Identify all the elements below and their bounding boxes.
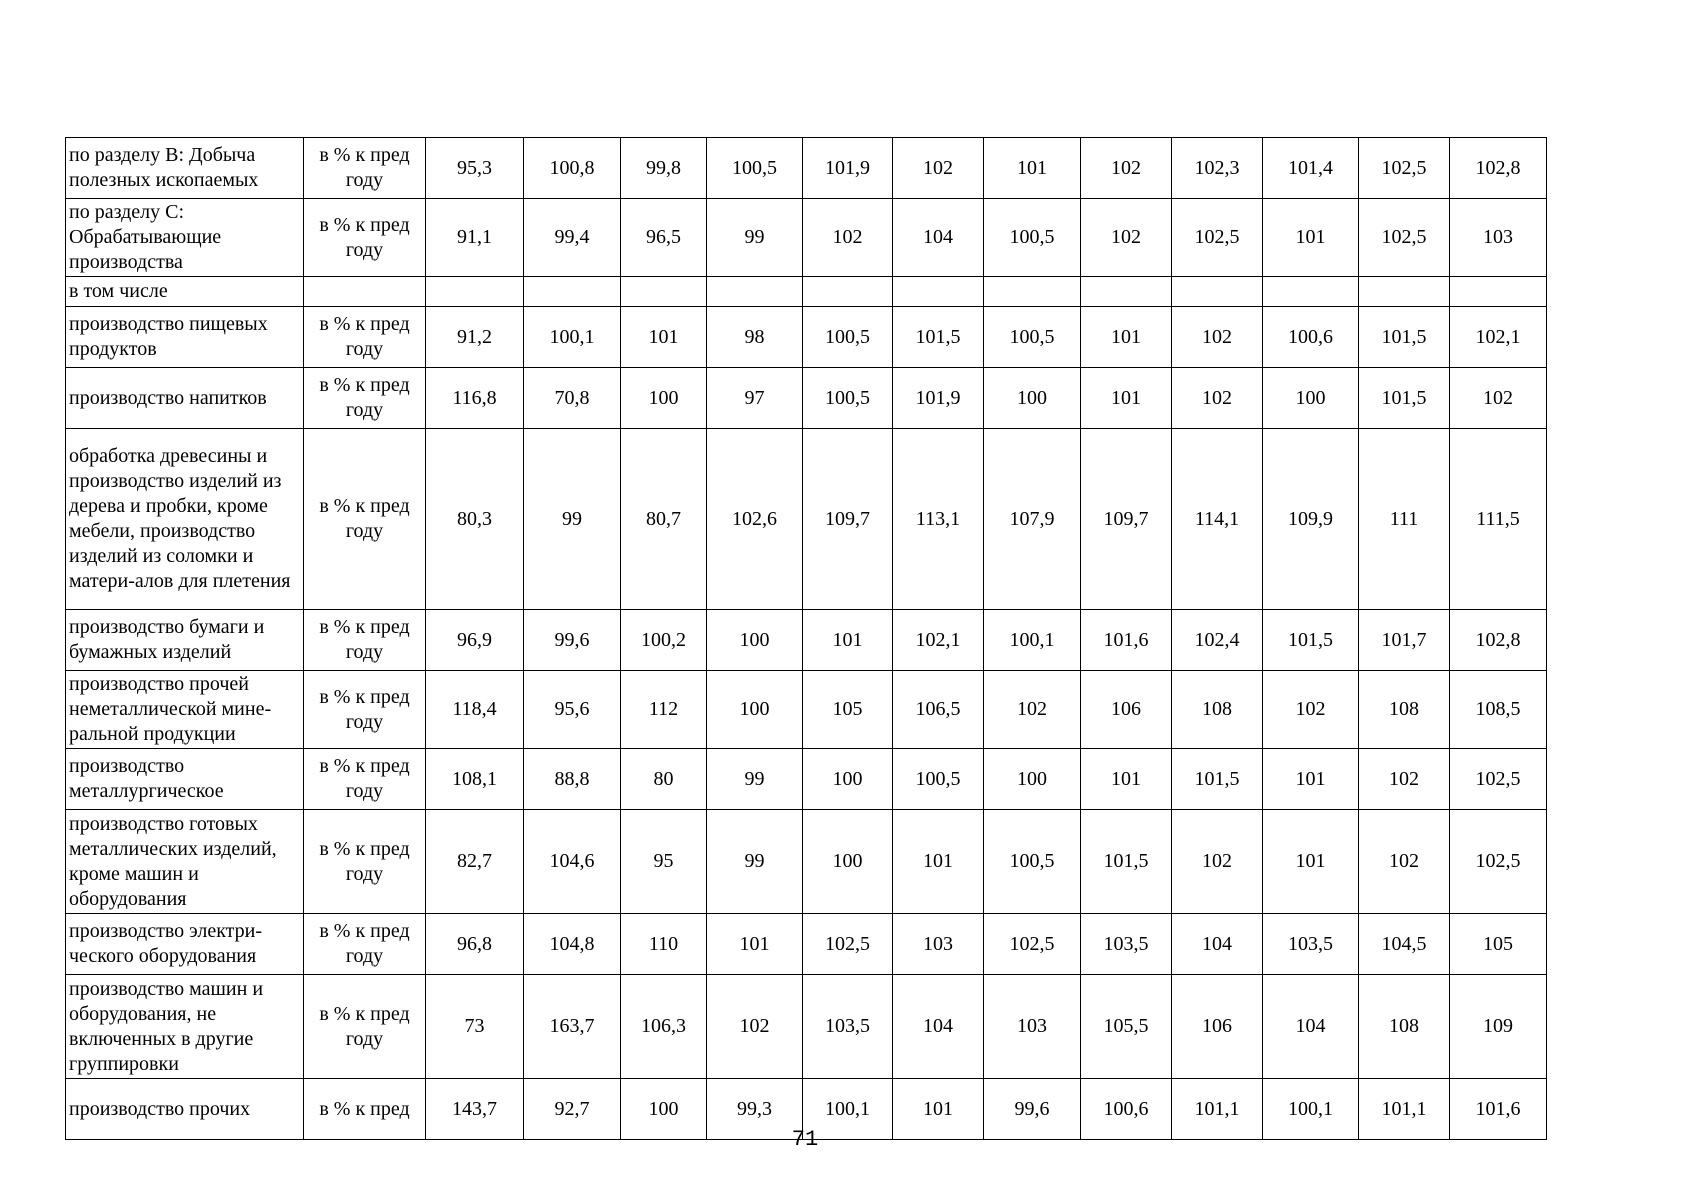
value-cell: 106	[1172, 975, 1263, 1079]
value-cell: 100,1	[803, 1079, 893, 1140]
value-cell: 102,5	[1359, 138, 1450, 199]
value-cell: 102,8	[1450, 138, 1547, 199]
table-row	[66, 749, 1547, 810]
table-row	[66, 810, 1547, 914]
value-cell: 102	[1359, 749, 1450, 810]
value-cell: 118,4	[426, 671, 524, 749]
value-cell: 102,1	[1450, 307, 1547, 368]
value-cell: 111	[1359, 429, 1450, 610]
unit-cell: в % к пред году	[304, 810, 426, 914]
value-cell: 101,6	[1450, 1079, 1547, 1140]
table-row	[66, 277, 1547, 307]
value-cell: 100,6	[1263, 307, 1359, 368]
value-cell: 101	[893, 1079, 984, 1140]
value-cell: 104,6	[524, 810, 621, 914]
value-cell: 102	[803, 199, 893, 277]
indicator-name-cell: обработка древесины и производство изделий из дерева и пробки, кроме мебели, производство изделий из соломки и матери-алов для плетения	[66, 429, 304, 610]
unit-cell: в % к пред году	[304, 671, 426, 749]
value-cell: 98	[707, 307, 803, 368]
value-cell: 100,1	[1263, 1079, 1359, 1140]
value-cell: 101,5	[1359, 368, 1450, 429]
value-cell: 92,7	[524, 1079, 621, 1140]
value-cell: 101,5	[1263, 610, 1359, 671]
value-cell: 104	[893, 199, 984, 277]
value-cell: 102	[1081, 138, 1172, 199]
table-row	[66, 429, 1547, 610]
value-cell	[1450, 277, 1547, 307]
value-cell: 99,4	[524, 199, 621, 277]
value-cell: 100	[803, 749, 893, 810]
value-cell: 105	[803, 671, 893, 749]
value-cell: 100,5	[803, 368, 893, 429]
value-cell: 109,9	[1263, 429, 1359, 610]
value-cell: 105	[1450, 914, 1547, 975]
value-cell: 102,1	[893, 610, 984, 671]
value-cell: 105,5	[1081, 975, 1172, 1079]
table-row	[66, 138, 1547, 199]
indicator-name-cell: производство готовых металлических изделий, кроме машин и оборудования	[66, 810, 304, 914]
value-cell: 99	[707, 199, 803, 277]
value-cell: 102,8	[1450, 610, 1547, 671]
value-cell: 106,5	[893, 671, 984, 749]
value-cell: 100	[984, 368, 1081, 429]
value-cell: 109,7	[803, 429, 893, 610]
value-cell: 80,7	[621, 429, 707, 610]
value-cell: 99	[524, 429, 621, 610]
value-cell: 101,5	[1081, 810, 1172, 914]
indicator-name-cell: в том числе	[66, 277, 304, 307]
value-cell: 102,6	[707, 429, 803, 610]
value-cell: 99,6	[524, 610, 621, 671]
value-cell: 103	[984, 975, 1081, 1079]
value-cell: 101	[1263, 810, 1359, 914]
value-cell	[524, 277, 621, 307]
value-cell: 99,8	[621, 138, 707, 199]
value-cell: 101	[621, 307, 707, 368]
unit-cell: в % к пред году	[304, 610, 426, 671]
value-cell: 101	[1081, 307, 1172, 368]
value-cell: 96,5	[621, 199, 707, 277]
value-cell: 95,3	[426, 138, 524, 199]
value-cell: 101,5	[1172, 749, 1263, 810]
value-cell: 101	[707, 914, 803, 975]
value-cell: 102,3	[1172, 138, 1263, 199]
value-cell: 102,5	[1172, 199, 1263, 277]
unit-cell: в % к пред году	[304, 975, 426, 1079]
value-cell: 73	[426, 975, 524, 1079]
table-row	[66, 307, 1547, 368]
value-cell: 108	[1359, 671, 1450, 749]
indicator-name-cell: производство прочей неметаллической мине-ральной продукции	[66, 671, 304, 749]
value-cell: 100	[707, 610, 803, 671]
value-cell: 112	[621, 671, 707, 749]
table-row	[66, 368, 1547, 429]
value-cell: 101	[1081, 368, 1172, 429]
page-number: 71	[791, 1127, 819, 1152]
unit-cell: в % к пред году	[304, 368, 426, 429]
indicator-name-cell: производство пищевых продуктов	[66, 307, 304, 368]
value-cell: 163,7	[524, 975, 621, 1079]
indicator-name-cell: производство прочих	[66, 1079, 304, 1140]
value-cell: 101,9	[803, 138, 893, 199]
value-cell: 104,8	[524, 914, 621, 975]
value-cell: 102,4	[1172, 610, 1263, 671]
value-cell: 108	[1359, 975, 1450, 1079]
value-cell: 100	[803, 810, 893, 914]
value-cell: 91,2	[426, 307, 524, 368]
value-cell: 91,1	[426, 199, 524, 277]
unit-cell: в % к пред	[304, 1079, 426, 1140]
value-cell: 101,7	[1359, 610, 1450, 671]
unit-cell: в % к пред году	[304, 307, 426, 368]
value-cell: 109,7	[1081, 429, 1172, 610]
value-cell: 100,1	[524, 307, 621, 368]
indicator-name-cell: по разделу В: Добыча полезных ископаемых	[66, 138, 304, 199]
value-cell: 143,7	[426, 1079, 524, 1140]
unit-cell: в % к пред году	[304, 138, 426, 199]
value-cell: 88,8	[524, 749, 621, 810]
value-cell: 103,5	[1263, 914, 1359, 975]
value-cell: 102,5	[984, 914, 1081, 975]
value-cell: 100	[707, 671, 803, 749]
value-cell: 102	[1450, 368, 1547, 429]
value-cell: 96,8	[426, 914, 524, 975]
value-cell: 102,5	[1359, 199, 1450, 277]
value-cell	[893, 277, 984, 307]
value-cell	[1263, 277, 1359, 307]
value-cell: 95	[621, 810, 707, 914]
value-cell: 80	[621, 749, 707, 810]
table-row	[66, 671, 1547, 749]
value-cell: 100	[984, 749, 1081, 810]
value-cell: 110	[621, 914, 707, 975]
value-cell	[1172, 277, 1263, 307]
value-cell: 102	[1359, 810, 1450, 914]
value-cell: 100,5	[803, 307, 893, 368]
value-cell: 108	[1172, 671, 1263, 749]
value-cell: 107,9	[984, 429, 1081, 610]
value-cell: 100,6	[1081, 1079, 1172, 1140]
value-cell: 103,5	[803, 975, 893, 1079]
value-cell: 100,5	[984, 199, 1081, 277]
unit-cell: в % к пред году	[304, 199, 426, 277]
indicator-name-cell: производство машин и оборудования, не включенных в другие группировки	[66, 975, 304, 1079]
value-cell: 104	[1172, 914, 1263, 975]
value-cell: 100,5	[984, 810, 1081, 914]
indicator-name-cell: производство электри-ческого оборудования	[66, 914, 304, 975]
value-cell: 100	[1263, 368, 1359, 429]
indicator-name-cell: производство металлургическое	[66, 749, 304, 810]
value-cell: 101	[1263, 199, 1359, 277]
value-cell: 102,5	[1450, 749, 1547, 810]
value-cell: 100,1	[984, 610, 1081, 671]
value-cell: 101	[984, 138, 1081, 199]
value-cell: 102	[984, 671, 1081, 749]
forecast-index-table	[65, 137, 1547, 1140]
unit-cell	[304, 277, 426, 307]
value-cell	[1359, 277, 1450, 307]
value-cell: 101	[1081, 749, 1172, 810]
value-cell: 96,9	[426, 610, 524, 671]
value-cell: 102,5	[803, 914, 893, 975]
value-cell: 100	[621, 368, 707, 429]
value-cell: 101,4	[1263, 138, 1359, 199]
value-cell: 101,6	[1081, 610, 1172, 671]
value-cell: 104	[1263, 975, 1359, 1079]
value-cell: 102	[1172, 368, 1263, 429]
value-cell: 100	[621, 1079, 707, 1140]
value-cell: 97	[707, 368, 803, 429]
value-cell: 100,5	[893, 749, 984, 810]
value-cell: 102	[1081, 199, 1172, 277]
value-cell	[621, 277, 707, 307]
unit-cell: в % к пред году	[304, 914, 426, 975]
value-cell: 100,5	[707, 138, 803, 199]
value-cell	[984, 277, 1081, 307]
value-cell: 109	[1450, 975, 1547, 1079]
value-cell: 80,3	[426, 429, 524, 610]
value-cell: 102	[1263, 671, 1359, 749]
value-cell: 102,5	[1450, 810, 1547, 914]
value-cell: 101,5	[1359, 307, 1450, 368]
value-cell: 102	[1172, 810, 1263, 914]
indicator-name-cell: по разделу С: Обрабатывающие производства	[66, 199, 304, 277]
value-cell: 103	[1450, 199, 1547, 277]
table-row	[66, 199, 1547, 277]
value-cell: 103	[893, 914, 984, 975]
value-cell: 108,1	[426, 749, 524, 810]
value-cell: 99,3	[707, 1079, 803, 1140]
value-cell: 99	[707, 810, 803, 914]
table-row	[66, 914, 1547, 975]
value-cell: 100,5	[984, 307, 1081, 368]
unit-cell: в % к пред году	[304, 749, 426, 810]
value-cell: 82,7	[426, 810, 524, 914]
value-cell: 100,2	[621, 610, 707, 671]
value-cell: 111,5	[1450, 429, 1547, 610]
table-row	[66, 975, 1547, 1079]
value-cell: 113,1	[893, 429, 984, 610]
value-cell: 108,5	[1450, 671, 1547, 749]
value-cell: 101	[1263, 749, 1359, 810]
table-body	[66, 138, 1547, 1140]
value-cell: 106	[1081, 671, 1172, 749]
value-cell: 116,8	[426, 368, 524, 429]
value-cell: 101,1	[1359, 1079, 1450, 1140]
value-cell: 99,6	[984, 1079, 1081, 1140]
value-cell: 101	[803, 610, 893, 671]
value-cell: 106,3	[621, 975, 707, 1079]
value-cell: 102	[893, 138, 984, 199]
value-cell: 101,9	[893, 368, 984, 429]
indicator-name-cell: производство бумаги и бумажных изделий	[66, 610, 304, 671]
value-cell	[426, 277, 524, 307]
value-cell: 101,1	[1172, 1079, 1263, 1140]
value-cell	[1081, 277, 1172, 307]
table-row	[66, 610, 1547, 671]
value-cell: 104,5	[1359, 914, 1450, 975]
value-cell: 101	[893, 810, 984, 914]
value-cell: 95,6	[524, 671, 621, 749]
value-cell: 102	[1172, 307, 1263, 368]
value-cell: 114,1	[1172, 429, 1263, 610]
value-cell: 101,5	[893, 307, 984, 368]
value-cell: 104	[893, 975, 984, 1079]
table-page	[65, 137, 1546, 1140]
value-cell	[707, 277, 803, 307]
indicator-name-cell: производство напитков	[66, 368, 304, 429]
value-cell: 103,5	[1081, 914, 1172, 975]
value-cell: 99	[707, 749, 803, 810]
value-cell: 100,8	[524, 138, 621, 199]
value-cell	[803, 277, 893, 307]
value-cell: 102	[707, 975, 803, 1079]
unit-cell: в % к пред году	[304, 429, 426, 610]
value-cell: 70,8	[524, 368, 621, 429]
